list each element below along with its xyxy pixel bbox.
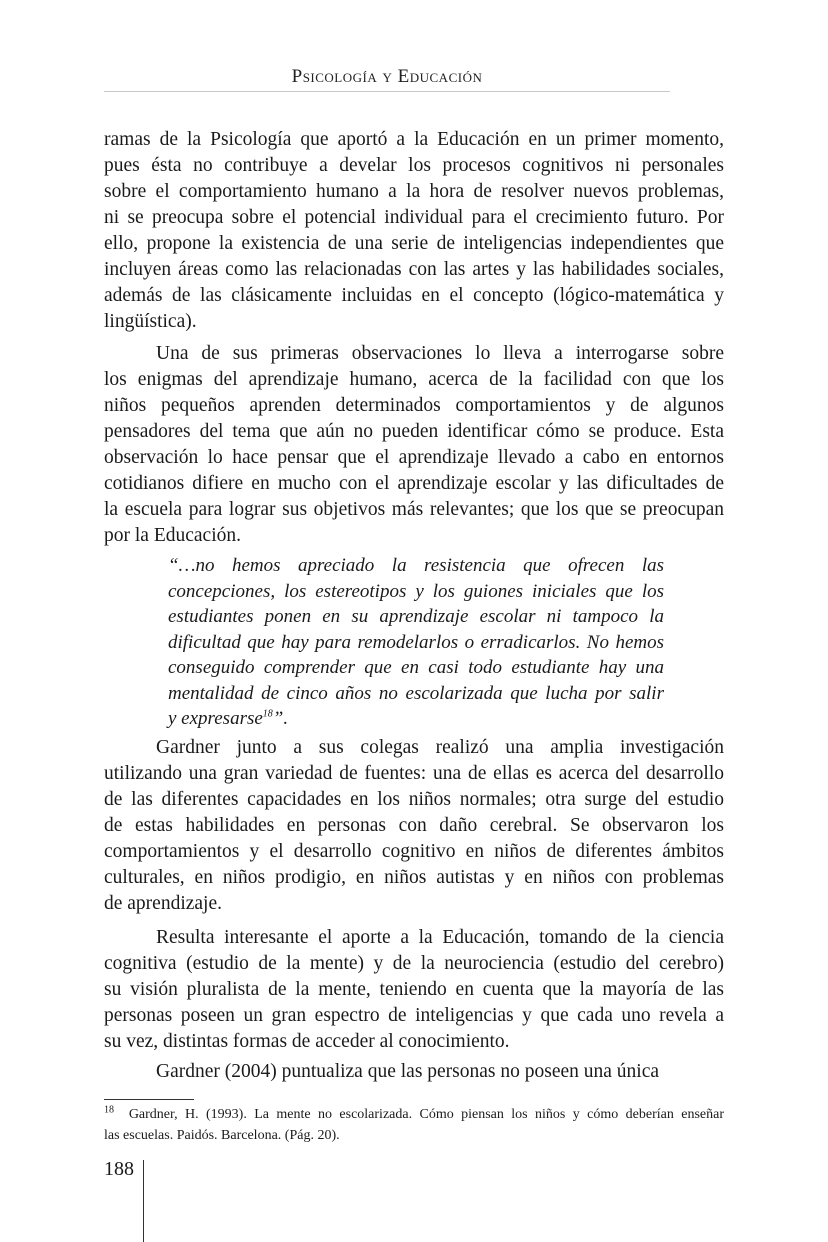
text-line: cotidianos difiere en mucho con el aprendizaje escolar y las dificultades de [104,473,724,494]
quote-line: mentalidad de cinco años no escolarizada que lucha por salir [168,682,664,704]
block-quote [168,553,664,732]
quote-line: estudiantes ponen en su aprendizaje escolar ni tampoco la [168,606,664,627]
text-line: su visión pluralista de la mente, teniendo en cuenta que la mayoría de las [104,979,724,1000]
text-line: comportamientos y el desarrollo cognitivo en niños de diferentes ámbitos [104,841,724,862]
quote-line [168,706,664,732]
text-line: lingüística). [104,311,197,332]
text-line: personas poseen un gran espectro de inteligencias y que cada uno revela a [104,1005,724,1026]
text-line: sobre el comportamiento humano a la hora de resolver nuevos problemas, [104,181,724,202]
quote-line: dificultad que hay para remodelarlos o erradicarlos. No hemos [168,631,664,653]
quote-line: “…no hemos apreciado la resistencia que ofrecen las [168,555,664,576]
text-line: su vez, distintas formas de acceder al conocimiento. [104,1031,510,1052]
quote-line: concepciones, los estereotipos y los guiones iniciales que los [168,580,664,602]
text-line: pues ésta no contribuye a develar los procesos cognitivos ni personales [104,155,724,176]
text-line: además de las clásicamente incluidas en el concepto (lógico-matemática y [104,285,724,306]
paragraph [104,1059,724,1085]
text-line: culturales, en niños prodigio, en niños autistas y en niños con problemas [104,867,724,888]
paragraph [104,735,724,917]
footnote [104,1104,724,1146]
paragraph [104,341,724,549]
text-line: de estas habilidades en personas con daño cerebral. Se observaron los [104,815,724,836]
text-line: Una de sus primeras observaciones lo lleva a interrogarse sobre [156,343,724,364]
text-line: utilizando una gran variedad de fuentes: una de ellas es acerca del desarrollo [104,763,724,784]
footnote-text: Gardner, H. (1993). La mente no escolarizada. Cómo piensan los niños y cómo deberían enseñar [128,1107,725,1122]
footnote-ref[interactable]: 18 [262,708,273,720]
quote-end: ”. [272,708,289,729]
footnote-line [104,1104,724,1125]
text-line: Gardner junto a sus colegas realizó una amplia investigación [156,737,724,758]
text-line: cognitiva (estudio de la mente) y de la neurociencia (estudio del cerebro) [104,953,724,974]
text-line: por la Educación. [104,525,241,546]
text-line: observación lo hace pensar que el aprendizaje llevado a cabo en entornos [104,447,724,468]
text-line: Gardner (2004) puntualiza que las personas no poseen una única [156,1061,660,1082]
text-line: ello, propone la existencia de una serie de inteligencias independientes que [104,233,724,254]
text-line: ni se preocupa sobre el potencial individual para el crecimiento futuro. Por [104,207,724,228]
page-number: 188 [104,1158,134,1180]
text-line: niños pequeños aprenden determinados comportamientos y de algunos [104,395,724,416]
page-number-rule [143,1160,144,1242]
paragraph [104,127,724,335]
text-line: incluyen áreas como las relacionadas con las artes y las habilidades sociales, [104,259,724,280]
paragraph [104,925,724,1055]
text-line: Resulta interesante el aporte a la Educación, tomando de la ciencia [156,927,724,948]
text-line: de aprendizaje. [104,893,223,914]
text-line: los enigmas del aprendizaje humano, acerca de la facilidad con que los [104,369,724,390]
quote-line: conseguido comprender que en casi todo estudiante hay una [168,657,664,678]
text-line: pensadores del tema que aún no pueden identificar cómo se produce. Esta [104,421,724,442]
header-rule [104,91,670,92]
footnote-number: 18 [104,1104,114,1116]
footnote-line: las escuelas. Paidós. Barcelona. (Pág. 20). [104,1128,340,1143]
running-header: Psicología y Educación [291,66,483,87]
text-line: de las diferentes capacidades en los niños normales; otra surge del estudio [104,789,724,810]
text-line: ramas de la Psicología que aportó a la Educación en un primer momento, [104,129,724,150]
footnote-rule [104,1099,194,1100]
text-line: la escuela para lograr sus objetivos más relevantes; que los que se preocupan [104,499,724,520]
quote-text: y expresarse [168,708,263,729]
